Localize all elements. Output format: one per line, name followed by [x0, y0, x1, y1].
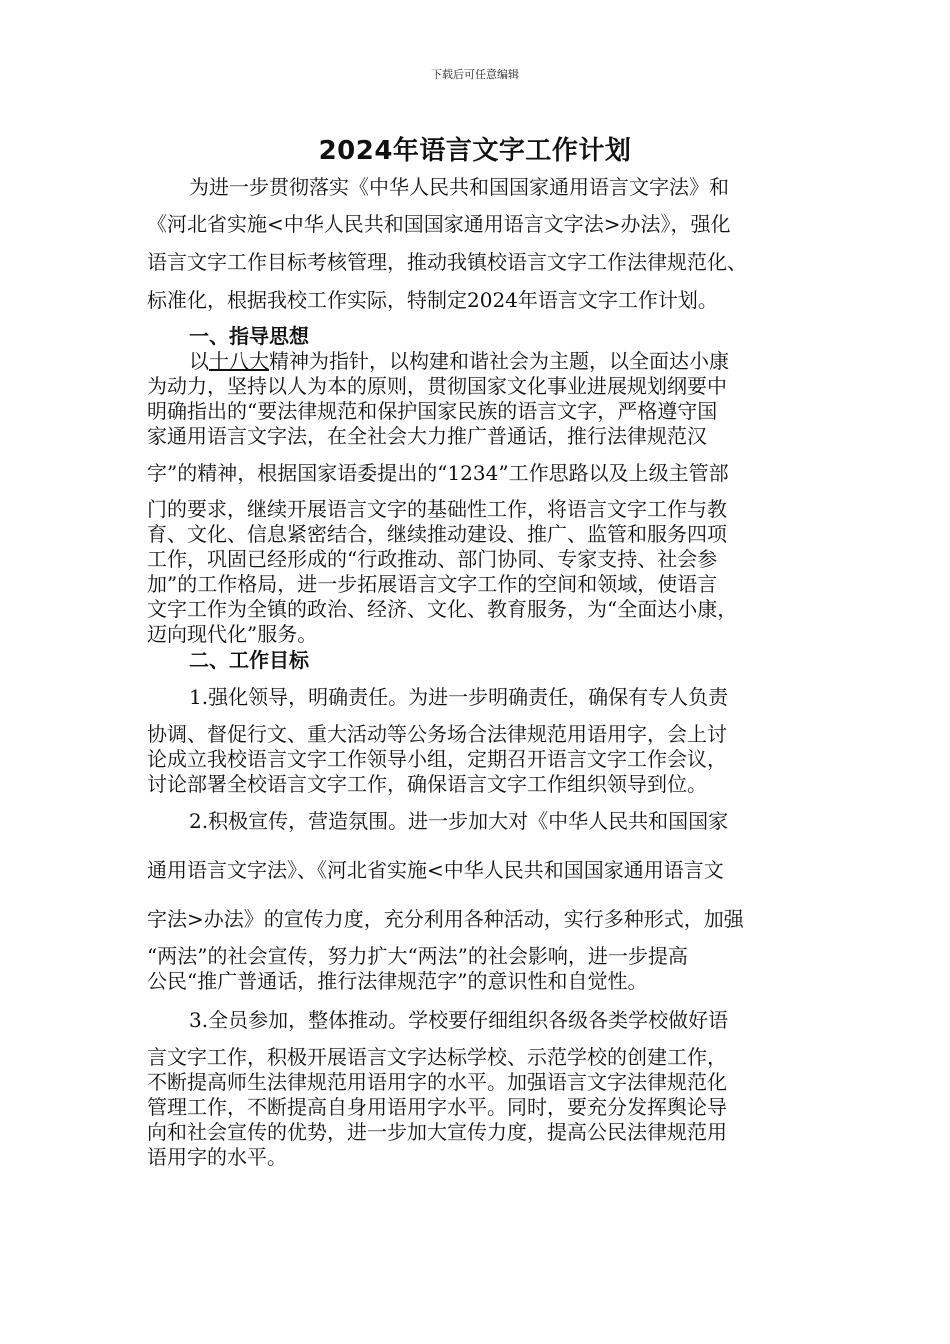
- paragraph-line: 字法>办法》的宣传力度，充分利用各种活动，实行多种形式，加强: [147, 907, 744, 931]
- text-run: 以: [189, 349, 209, 373]
- paragraph-line: 育、文化、信息紧密结合，继续推动建设、推广、监管和服务四项: [147, 522, 727, 546]
- paragraph-line: 加”的工作格局，进一步拓展语言文字工作的空间和领域，使语言: [147, 572, 718, 596]
- section-heading: 二、工作目标: [189, 648, 309, 672]
- document-title: 2024年语言文字工作计划: [318, 136, 632, 166]
- section-heading: 一、指导思想: [189, 324, 309, 348]
- paragraph-line: 为动力，坚持以人为本的原则，贯彻国家文化事业进展规划纲要中: [147, 374, 727, 398]
- paragraph-line: 通用语言文字法》、《河北省实施<中华人民共和国国家通用语言文: [147, 858, 724, 882]
- paragraph-line: 讨论部署全校语言文字工作，确保语言文字工作组织领导到位。: [147, 772, 707, 796]
- paragraph-line: “两法”的社会宣传，努力扩大“两法”的社会影响，进一步提高: [147, 944, 688, 968]
- paragraph-line: 3.全员参加，整体推动。学校要仔细组织各级各类学校做好语: [189, 1008, 729, 1032]
- paragraph-line: 《河北省实施<中华人民共和国国家通用语言文字法>办法》，强化: [147, 212, 731, 236]
- paragraph-line: 语言文字工作目标考核管理，推动我镇校语言文字工作法律规范化、: [147, 250, 747, 274]
- paragraph-line: 论成立我校语言文字工作领导小组，定期召开语言文字工作会议，: [147, 747, 727, 771]
- paragraph-line: 为进一步贯彻落实《中华人民共和国国家通用语言文字法》和: [189, 175, 729, 199]
- paragraph-line: 标准化，根据我校工作实际，特制定2024年语言文字工作计划。: [147, 288, 718, 312]
- paragraph-line: 文字工作为全镇的政治、经济、文化、教育服务，为“全面达小康，: [147, 597, 738, 621]
- paragraph-line: 不断提高师生法律规范用语用字的水平。加强语言文字法律规范化: [147, 1070, 727, 1094]
- underlined-term: 十八大: [209, 349, 269, 373]
- paragraph-line: 公民“推广普通话，推行法律规范字”的意识性和自觉性。: [147, 969, 648, 993]
- paragraph-line: 协调、督促行文、重大活动等公务场合法律规范用语用字，会上讨: [147, 722, 727, 746]
- text-run: 精神为指针，以构建和谐社会为主题，以全面达小康: [269, 349, 729, 373]
- paragraph-line: 工作，巩固已经形成的“行政推动、部门协同、专家支持、社会参: [147, 547, 718, 571]
- paragraph-line: 门的要求，继续开展语言文字的基础性工作，将语言文字工作与教: [147, 497, 727, 521]
- paragraph-line: 语用字的水平。: [147, 1145, 287, 1169]
- paragraph-line: 2.积极宣传，营造氛围。进一步加大对《中华人民共和国国家: [189, 809, 729, 833]
- paragraph-line: 迈向现代化”服务。: [147, 622, 318, 646]
- header-note: 下载后可任意编辑: [431, 68, 519, 81]
- paragraph-line: 字”的精神，根据国家语委提出的“1234”工作思路以及上级主管部: [147, 461, 729, 485]
- paragraph-line: 1.强化领导，明确责任。为进一步明确责任，确保有专人负责: [189, 685, 729, 709]
- paragraph-line: 明确指出的“要法律规范和保护国家民族的语言文字，严格遵守国: [147, 399, 718, 423]
- paragraph-line: 向和社会宣传的优势，进一步加大宣传力度，提高公民法律规范用: [147, 1120, 727, 1144]
- paragraph-line: [147, 349, 849, 373]
- paragraph-line: 家通用语言文字法，在全社会大力推广普通话，推行法律规范汉: [147, 424, 707, 448]
- paragraph-line: 言文字工作，积极开展语言文字达标学校、示范学校的创建工作，: [147, 1045, 727, 1069]
- paragraph-line: 管理工作，不断提高自身用语用字水平。同时，要充分发挥舆论导: [147, 1095, 727, 1119]
